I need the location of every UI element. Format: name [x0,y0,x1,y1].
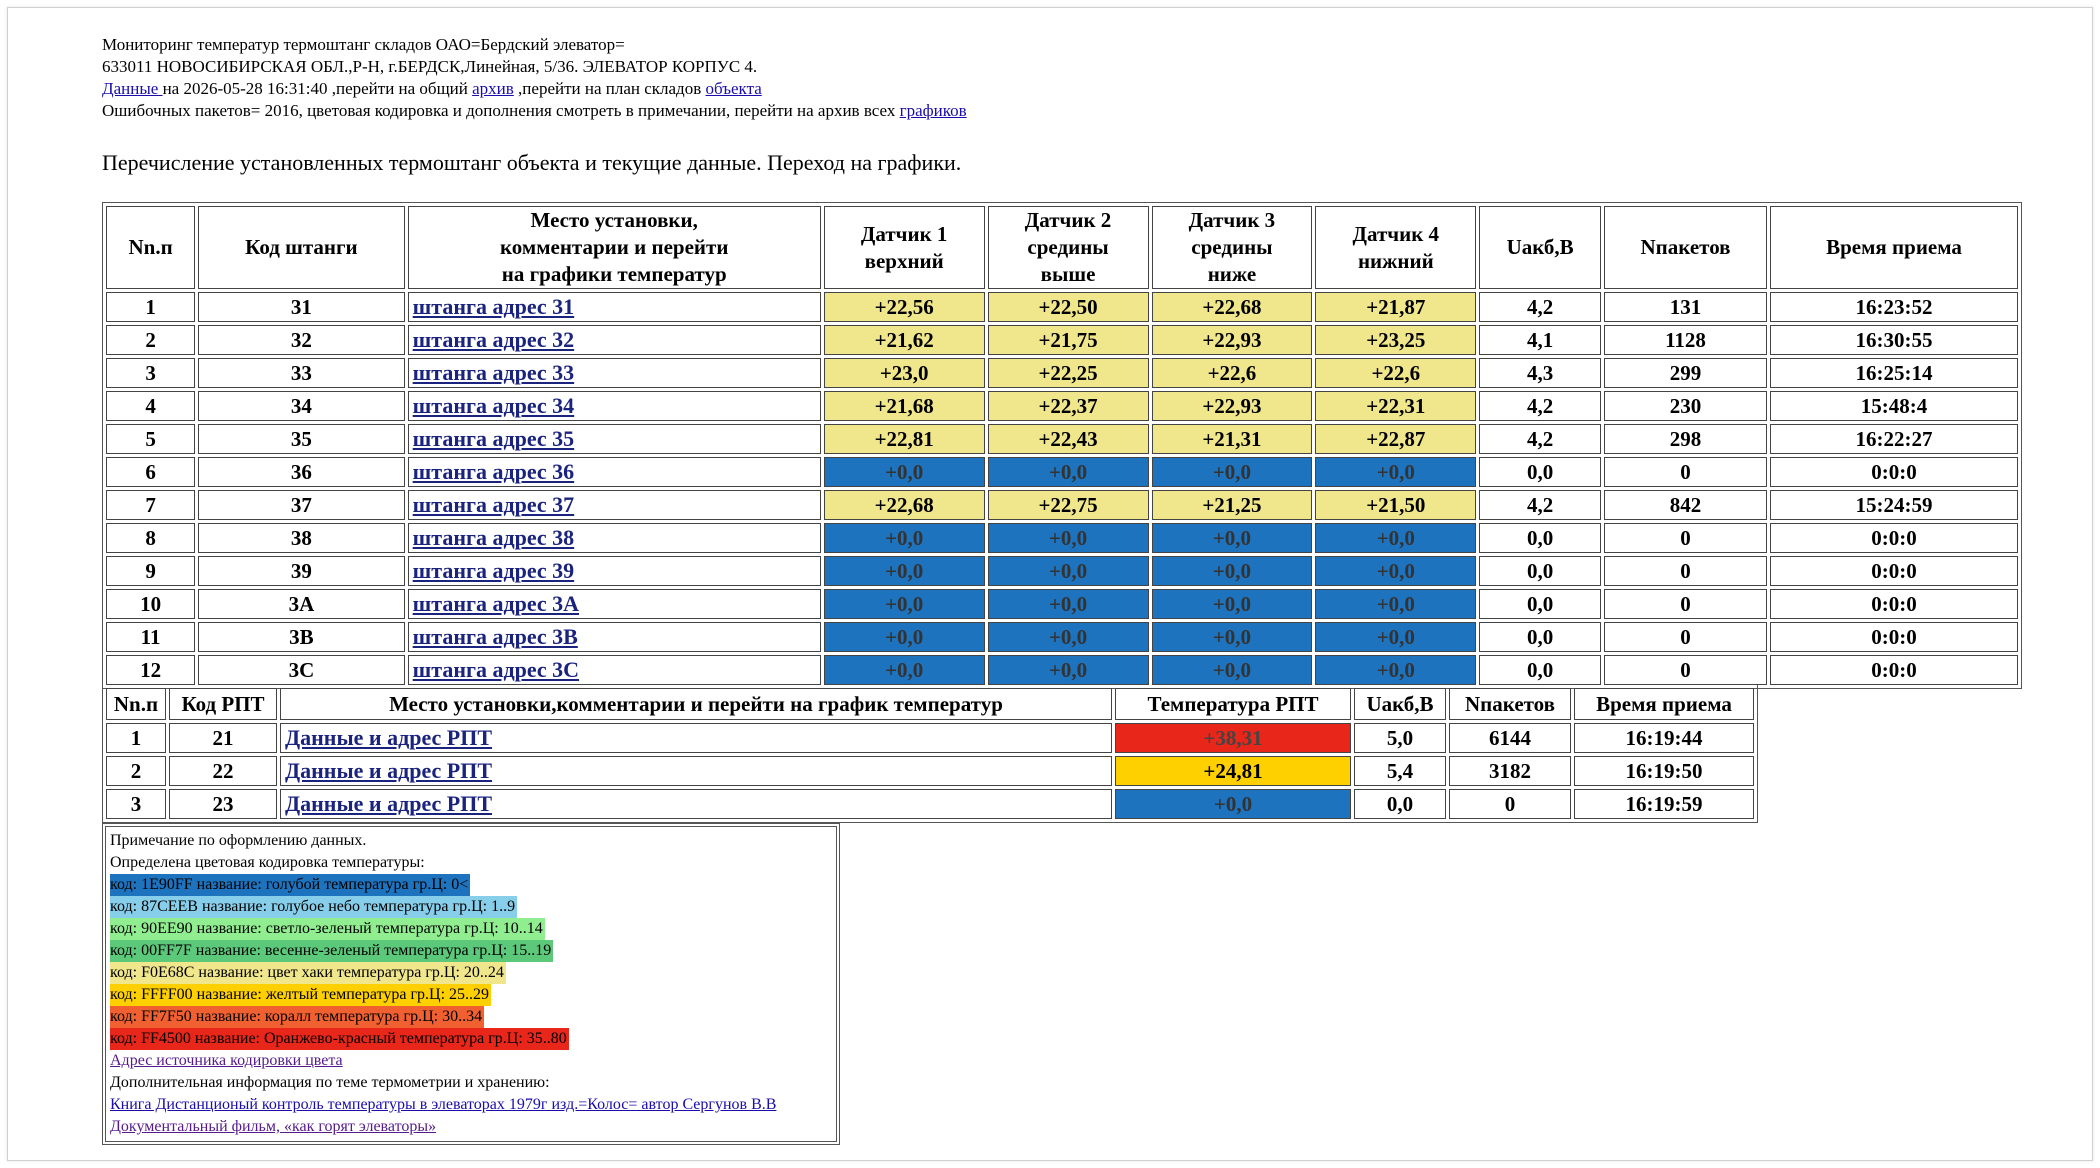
row-code: 3A [198,589,405,619]
voltage-value: 0,0 [1479,655,1601,685]
rpt-col-header-n: Nn.п [106,688,166,720]
row-n: 5 [106,424,195,454]
row-code: 36 [198,457,405,487]
table-row [106,655,2018,685]
rpt-row-n: 3 [106,789,166,819]
sensor1-value: +0,0 [824,655,985,685]
object-link[interactable]: объекта [705,79,762,98]
row-n: 9 [106,556,195,586]
time-value: 16:23:52 [1770,292,2018,322]
sensor2-value: +22,75 [988,490,1149,520]
color-code-text: код: 1E90FF название: голубой температура гр.Ц: 0< [110,874,470,896]
note-inner [105,826,837,1142]
row-n: 1 [106,292,195,322]
col-header-packets: Nпакетов [1604,206,1767,289]
voltage-value: 4,2 [1479,292,1601,322]
rpt-temp-value: +0,0 [1115,789,1351,819]
sensor2-value: +0,0 [988,523,1149,553]
sensor2-value: +0,0 [988,589,1149,619]
col-header-sensor1-line1: Датчик 1 [860,221,948,246]
rod-link[interactable]: штанга адрес 3B [412,624,578,649]
rpt-temp-value: +24,81 [1115,756,1351,786]
sensor2-value: +21,75 [988,325,1149,355]
table-row [106,292,2018,322]
voltage-value: 4,2 [1479,391,1601,421]
rpt-link[interactable]: Данные и адрес РПТ [285,725,492,750]
row-place [408,358,821,388]
voltage-value: 4,2 [1479,424,1601,454]
errors-text: Ошибочных пакетов= 2016, цветовая кодировка и дополнения смотреть в примечании, перейти на архив всех [102,101,900,120]
row-place [408,622,821,652]
rpt-temp-value: +38,31 [1115,723,1351,753]
row-code: 32 [198,325,405,355]
row-place [408,325,821,355]
sensor3-value: +21,25 [1152,490,1313,520]
table-row [106,556,2018,586]
rpt-time-value: 16:19:50 [1574,756,1754,786]
sensor4-value: +21,50 [1315,490,1476,520]
col-header-voltage: Uакб,В [1479,206,1601,289]
sensor4-value: +0,0 [1315,655,1476,685]
time-value: 15:48:4 [1770,391,2018,421]
sensor2-value: +22,37 [988,391,1149,421]
rpt-row-n: 2 [106,756,166,786]
rpt-time-value: 16:19:59 [1574,789,1754,819]
col-header-sensor3-line2: средины [1191,235,1273,259]
rod-link[interactable]: штанга адрес 32 [412,327,575,352]
table-row [106,358,2018,388]
row-code: 3B [198,622,405,652]
rpt-col-header-packets: Nпакетов [1449,688,1571,720]
rpt-col-header-voltage: Uакб,В [1354,688,1446,720]
page-content [102,34,2062,1145]
rpt-col-header-time: Время приема [1574,688,1754,720]
sensor4-value: +0,0 [1315,622,1476,652]
col-header-sensor4-line2: нижний [1357,248,1434,273]
packets-value: 0 [1604,622,1767,652]
rpt-header-row [106,688,1754,720]
sensor3-value: +22,68 [1152,292,1313,322]
row-n: 12 [106,655,195,685]
sensor4-value: +0,0 [1315,457,1476,487]
color-code-item [110,984,832,1006]
row-place [408,655,821,685]
row-place [408,556,821,586]
voltage-value: 0,0 [1479,523,1601,553]
table-row [106,391,2018,421]
sensor3-value: +22,93 [1152,391,1313,421]
packets-value: 298 [1604,424,1767,454]
sensor4-value: +0,0 [1315,523,1476,553]
rod-link[interactable]: штанга адрес 35 [412,426,575,451]
row-place [408,523,821,553]
time-value: 0:0:0 [1770,523,2018,553]
col-header-sensor4 [1315,206,1476,289]
sensor3-value: +0,0 [1152,655,1313,685]
rpt-table [102,685,1758,823]
table-row [106,424,2018,454]
sensor1-value: +22,56 [824,292,985,322]
rpt-time-value: 16:19:44 [1574,723,1754,753]
sensor1-value: +22,68 [824,490,985,520]
sensor3-value: +0,0 [1152,523,1313,553]
table-row [106,756,1754,786]
sensor4-value: +0,0 [1315,556,1476,586]
row-n: 7 [106,490,195,520]
time-value: 0:0:0 [1770,622,2018,652]
sensor1-value: +21,68 [824,391,985,421]
col-header-sensor2-line1: Датчик 2 [1024,208,1112,232]
time-value: 16:30:55 [1770,325,2018,355]
color-code-text: код: F0E68C название: цвет хаки температура гр.Ц: 20..24 [110,962,506,984]
color-code-list [110,874,832,1050]
rpt-voltage-value: 5,4 [1354,756,1446,786]
row-n: 11 [106,622,195,652]
table-row [106,490,2018,520]
sensor2-value: +0,0 [988,457,1149,487]
sensor1-value: +0,0 [824,589,985,619]
row-code: 38 [198,523,405,553]
rod-link[interactable]: штанга адрес 31 [412,294,575,319]
color-code-text: код: FF7F50 название: коралл температура гр.Ц: 30..34 [110,1006,484,1028]
sensor3-value: +0,0 [1152,457,1313,487]
sensor1-value: +0,0 [824,556,985,586]
time-value: 0:0:0 [1770,589,2018,619]
book-link[interactable]: Книга Дистанционый контроль температуры в элеваторах 1979г изд.=Колос= автор Сергунов В.В [110,1096,777,1113]
row-code: 31 [198,292,405,322]
rpt-link[interactable]: Данные и адрес РПТ [285,758,492,783]
rpt-row-n: 1 [106,723,166,753]
color-code-item [110,896,832,918]
rpt-row-code: 23 [169,789,277,819]
sensor4-value: +22,6 [1315,358,1476,388]
rpt-row-place [280,723,1112,753]
table-row [106,622,2018,652]
col-header-place [408,206,821,289]
table-row [106,523,2018,553]
time-value: 0:0:0 [1770,556,2018,586]
sensor1-value: +23,0 [824,358,985,388]
col-header-sensor4-line1: Датчик 4 [1352,221,1440,246]
film-link[interactable]: Документальный фильм, «как горят элеваторы» [110,1118,437,1135]
rpt-row-code: 22 [169,756,277,786]
sensor1-value: +0,0 [824,457,985,487]
voltage-value: 0,0 [1479,589,1601,619]
row-n: 2 [106,325,195,355]
packets-value: 0 [1604,457,1767,487]
packets-value: 299 [1604,358,1767,388]
color-code-item [110,1028,832,1050]
archive-link[interactable]: архив [472,79,514,98]
rod-link[interactable]: штанга адрес 36 [412,459,575,484]
color-code-item [110,918,832,940]
row-n: 3 [106,358,195,388]
rpt-row-place [280,789,1112,819]
row-code: 39 [198,556,405,586]
row-n: 10 [106,589,195,619]
col-header-sensor1-line2: верхний [864,248,944,273]
table-row [106,325,2018,355]
rod-link[interactable]: штанга адрес 3C [412,657,580,682]
rpt-packets-value: 6144 [1449,723,1571,753]
packets-value: 0 [1604,556,1767,586]
col-header-sensor2-line2: средины [1027,235,1109,259]
header-data-line [102,78,2062,100]
page-frame [7,7,2093,1161]
sensor2-value: +0,0 [988,655,1149,685]
color-code-text: код: 87CEEB название: голубое небо температура гр.Ц: 1..9 [110,896,517,918]
rpt-packets-value: 3182 [1449,756,1571,786]
sensor4-value: +22,31 [1315,391,1476,421]
sensor4-value: +0,0 [1315,589,1476,619]
packets-value: 0 [1604,589,1767,619]
rpt-packets-value: 0 [1449,789,1571,819]
time-value: 15:24:59 [1770,490,2018,520]
note-box [102,823,840,1145]
rpt-voltage-value: 5,0 [1354,723,1446,753]
intro-text: Перечисление установленных термоштанг объекта и текущие данные. Переход на графики. [102,150,962,175]
voltage-value: 0,0 [1479,457,1601,487]
rpt-col-header-temp: Температура РПТ [1115,688,1351,720]
note-title: Примечание по оформлению данных. [110,832,367,849]
row-code: 34 [198,391,405,421]
packets-value: 131 [1604,292,1767,322]
rpt-col-header-place: Место установки,комментарии и перейти на график температур [280,688,1112,720]
rpt-row-place [280,756,1112,786]
col-header-sensor2-line3: выше [1040,262,1096,286]
table-row [106,789,1754,819]
col-header-code: Код штанги [198,206,405,289]
note-extra: Дополнительная информация по теме термометрии и хранению: [110,1074,550,1091]
col-header-sensor2 [988,206,1149,289]
data-link[interactable]: Данные [102,79,163,98]
row-place [408,589,821,619]
time-value: 0:0:0 [1770,655,2018,685]
row-code: 37 [198,490,405,520]
sensor3-value: +22,93 [1152,325,1313,355]
sensor2-value: +22,25 [988,358,1149,388]
table-header-row [106,206,2018,289]
packets-value: 1128 [1604,325,1767,355]
sensor-rods-table [102,202,2022,689]
color-code-item [110,874,832,896]
table-row [106,723,1754,753]
note-subtitle: Определена цветовая кодировка температуры: [110,854,425,871]
rpt-row-code: 21 [169,723,277,753]
row-place [408,292,821,322]
header-address: 633011 НОВОСИБИРСКАЯ ОБЛ.,Р-Н, г.БЕРДСК,Линейная, 5/36. ЭЛЕВАТОР КОРПУС 4. [102,57,758,76]
col-header-place-line3: на графики температур [501,262,727,286]
voltage-value: 4,2 [1479,490,1601,520]
col-header-sensor3 [1152,206,1313,289]
row-place [408,424,821,454]
color-code-text: код: 90EE90 название: светло-зеленый температура гр.Ц: 10..14 [110,918,545,940]
col-header-n: Nn.п [106,206,195,289]
sensor2-value: +0,0 [988,622,1149,652]
rod-link[interactable]: штанга адрес 34 [412,393,575,418]
sensor1-value: +21,62 [824,325,985,355]
header-title: Мониторинг температур термоштанг складов ОАО=Бердский элеватор= [102,35,625,54]
rod-link[interactable]: штанга адрес 37 [412,492,575,517]
col-header-sensor3-line1: Датчик 3 [1188,208,1276,232]
color-code-text: код: FF4500 название: Оранжево-красный температура гр.Ц: 35..80 [110,1028,569,1050]
sensor2-value: +0,0 [988,556,1149,586]
row-n: 4 [106,391,195,421]
col-header-time: Время приема [1770,206,2018,289]
color-source-link[interactable]: Адрес источника кодировки цвета [110,1052,343,1069]
time-value: 16:22:27 [1770,424,2018,454]
voltage-value: 0,0 [1479,556,1601,586]
packets-value: 0 [1604,523,1767,553]
row-code: 3C [198,655,405,685]
color-code-item [110,1006,832,1028]
row-code: 33 [198,358,405,388]
sensor1-value: +0,0 [824,523,985,553]
rpt-link[interactable]: Данные и адрес РПТ [285,791,492,816]
sensor3-value: +21,31 [1152,424,1313,454]
row-n: 6 [106,457,195,487]
sensor3-value: +22,6 [1152,358,1313,388]
rod-link[interactable]: штанга адрес 39 [412,558,575,583]
sensor1-value: +22,81 [824,424,985,454]
color-code-text: код: 00FF7F название: весенне-зеленый температура гр.Ц: 15..19 [110,940,553,962]
voltage-value: 4,1 [1479,325,1601,355]
rod-link[interactable]: штанга адрес 38 [412,525,575,550]
sensor2-value: +22,43 [988,424,1149,454]
time-value: 0:0:0 [1770,457,2018,487]
row-place [408,391,821,421]
color-code-text: код: FFFF00 название: желтый температура гр.Ц: 25..29 [110,984,491,1006]
row-place [408,490,821,520]
table-row [106,457,2018,487]
col-header-sensor3-line3: ниже [1207,262,1257,286]
voltage-value: 4,3 [1479,358,1601,388]
graphs-link[interactable]: графиков [899,101,967,120]
row-place [408,457,821,487]
sensor1-value: +0,0 [824,622,985,652]
sensor4-value: +23,25 [1315,325,1476,355]
header-errors-line [102,100,2062,122]
sensor2-value: +22,50 [988,292,1149,322]
sensor3-value: +0,0 [1152,589,1313,619]
sensor3-value: +0,0 [1152,622,1313,652]
col-header-place-line2: комментарии и перейти [499,235,729,259]
table-row [106,589,2018,619]
sensor3-value: +0,0 [1152,556,1313,586]
packets-value: 842 [1604,490,1767,520]
rod-link[interactable]: штанга адрес 3A [412,591,580,616]
sensor4-value: +21,87 [1315,292,1476,322]
packets-value: 0 [1604,655,1767,685]
row-n: 8 [106,523,195,553]
color-code-item [110,962,832,984]
header [102,34,2062,122]
sensor4-value: +22,87 [1315,424,1476,454]
time-value: 16:25:14 [1770,358,2018,388]
rpt-col-header-code: Код РПТ [169,688,277,720]
plan-text: ,перейти на план складов [513,79,706,98]
voltage-value: 0,0 [1479,622,1601,652]
col-header-sensor1 [824,206,985,289]
color-code-item [110,940,832,962]
rod-link[interactable]: штанга адрес 33 [412,360,575,385]
col-header-place-line1: Место установки, [530,208,698,232]
data-timestamp-text: на 2026-05-28 16:31:40 ,перейти на общий [162,79,473,98]
rpt-voltage-value: 0,0 [1354,789,1446,819]
packets-value: 230 [1604,391,1767,421]
row-code: 35 [198,424,405,454]
